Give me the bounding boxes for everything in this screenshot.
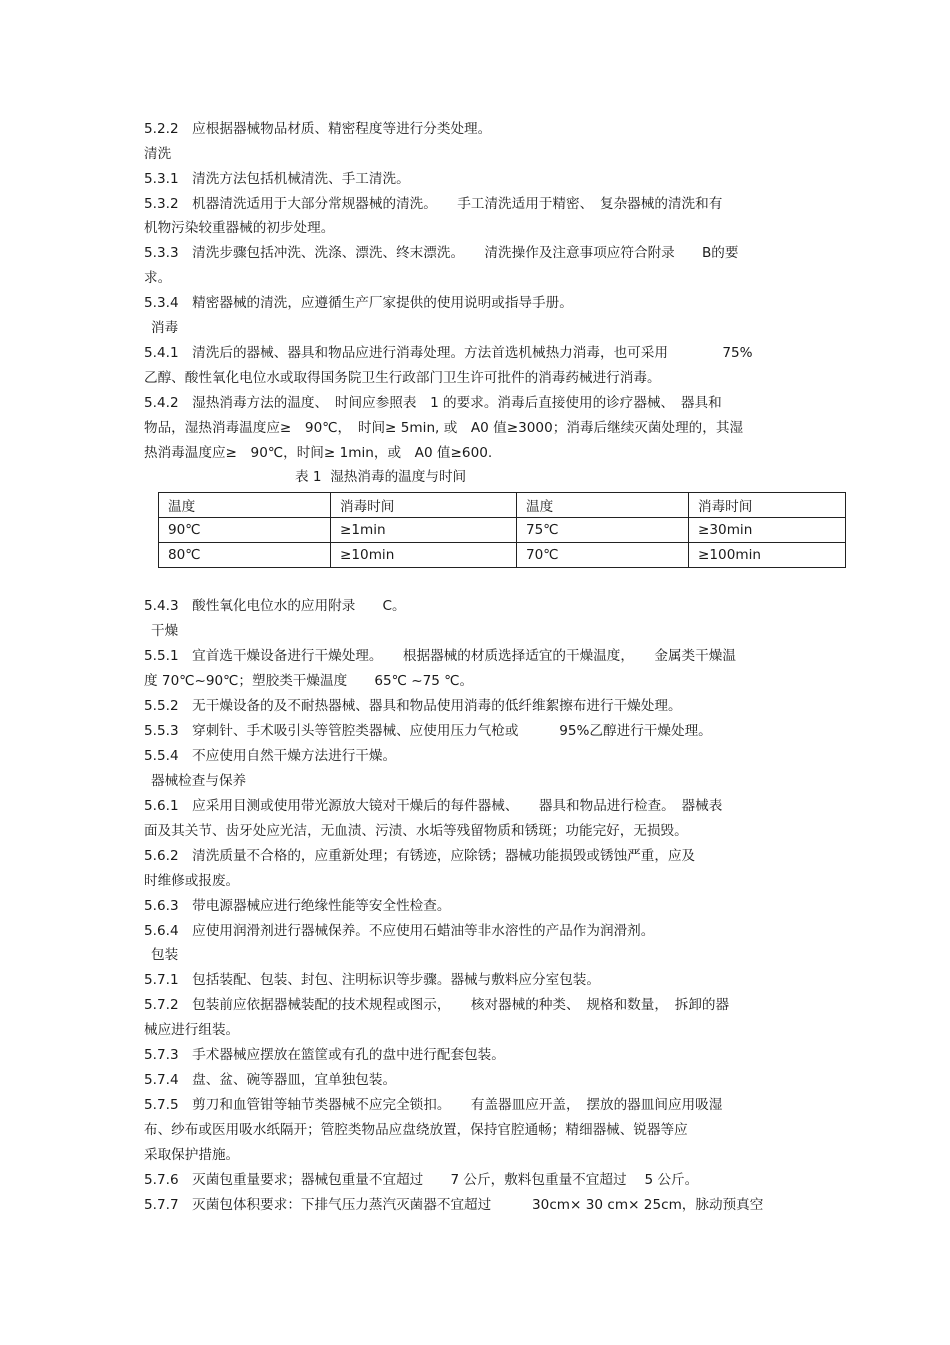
text-line: 5.5.1 宜首选干燥设备进行干燥处理。 根据器械的材质选择适宜的干燥温度， 金属类干燥温	[144, 648, 736, 664]
table-cell: 75℃	[517, 518, 689, 543]
text-line: 乙醇、酸性氧化电位水或取得国务院卫生行政部门卫生许可批件的消毒药械进行消毒。	[144, 370, 661, 386]
text-line: 5.6.1 应采用目测或使用带光源放大镜对干燥后的每件器械、 器具和物品进行检查。 器械表	[144, 798, 723, 814]
table-caption: 表 1 湿热消毒的温度与时间	[295, 469, 467, 485]
text-line: 5.3.1 清洗方法包括机械清洗、手工清洗。	[144, 171, 410, 187]
text-line: 5.7.7 灭菌包体积要求：下排气压力蒸汽灭菌器不宜超过 30cm× 30 cm× 25cm，脉动预真空	[144, 1197, 764, 1213]
table-cell: ≥30min	[689, 518, 846, 543]
table-cell: 80℃	[159, 543, 331, 568]
section-heading: 器械检查与保养	[151, 773, 247, 789]
text-line: 物品，湿热消毒温度应≥ 90℃， 时间≥ 5min, 或 A0 值≥3000；消毒后继续灭菌处理的，其湿	[144, 420, 744, 436]
text-line: 5.3.3 清洗步骤包括冲洗、洗涤、漂洗、终末漂洗。 清洗操作及注意事项应符合附录 B的要	[144, 245, 739, 261]
section-heading: 包装	[151, 947, 179, 963]
text-line: 5.2.2 应根据器械物品材质、精密程度等进行分类处理。	[144, 121, 492, 137]
text-line: 5.5.3 穿刺针、手术吸引头等管腔类器械、应使用压力气枪或 95%乙醇进行干燥处理。	[144, 723, 712, 739]
text-line: 机物污染较重器械的初步处理。	[144, 220, 335, 236]
table-cell: ≥100min	[689, 543, 846, 568]
table-cell: 温度	[159, 493, 331, 518]
text-line: 求。	[144, 270, 172, 286]
text-line: 5.6.3 带电源器械应进行绝缘性能等安全性检查。	[144, 898, 451, 914]
text-line: 度 70℃~90℃；塑胶类干燥温度 65℃ ~75 ℃。	[144, 673, 474, 689]
table-cell: 90℃	[159, 518, 331, 543]
section-heading: 消毒	[151, 320, 179, 336]
text-line: 5.6.4 应使用润滑剂进行器械保养。不应使用石蜡油等非水溶性的产品作为润滑剂。	[144, 923, 655, 939]
text-line: 时维修或报废。	[144, 873, 240, 889]
text-line: 5.7.4 盘、盆、碗等器皿，宜单独包装。	[144, 1072, 397, 1088]
section-heading: 清洗	[144, 146, 172, 162]
table-header-row	[159, 493, 846, 518]
text-line: 械应进行组装。	[144, 1022, 240, 1038]
table-cell: 70℃	[517, 543, 689, 568]
text-line: 5.3.4 精密器械的清洗，应遵循生产厂家提供的使用说明或指导手册。	[144, 295, 573, 311]
text-line: 5.7.3 手术器械应摆放在篮筐或有孔的盘中进行配套包装。	[144, 1047, 505, 1063]
text-line: 采取保护措施。	[144, 1147, 240, 1163]
text-line: 5.7.2 包装前应依据器械装配的技术规程或图示， 核对器械的种类、 规格和数量， 拆卸的器	[144, 997, 730, 1013]
text-line: 5.4.1 清洗后的器械、器具和物品应进行消毒处理。方法首选机械热力消毒，也可采用 75%	[144, 345, 753, 361]
text-line: 5.4.3 酸性氧化电位水的应用附录 C。	[144, 598, 406, 614]
text-line: 5.3.2 机器清洗适用于大部分常规器械的清洗。 手工清洗适用于精密、 复杂器械的清洗和有	[144, 196, 723, 212]
text-line: 5.7.6 灭菌包重量要求；器械包重量不宜超过 7 公斤，敷料包重量不宜超过 5 公斤。	[144, 1172, 699, 1188]
table-row	[159, 518, 846, 543]
text-line: 面及其关节、齿牙处应光洁，无血渍、污渍、水垢等残留物质和锈斑；功能完好，无损毁。	[144, 823, 688, 839]
table-cell: 消毒时间	[331, 493, 517, 518]
text-line: 5.5.2 无干燥设备的及不耐热器械、器具和物品使用消毒的低纤维絮擦布进行干燥处理。	[144, 698, 682, 714]
text-line: 5.4.2 湿热消毒方法的温度、 时间应参照表 1 的要求。消毒后直接使用的诊疗器械、 器具和	[144, 395, 722, 411]
text-line: 5.6.2 清洗质量不合格的，应重新处理；有锈迹，应除锈；器械功能损毁或锈蚀严重，应及	[144, 848, 696, 864]
text-line: 5.5.4 不应使用自然干燥方法进行干燥。	[144, 748, 397, 764]
text-line: 5.7.1 包括装配、包装、封包、注明标识等步骤。器械与敷料应分室包装。	[144, 972, 600, 988]
section-heading: 干燥	[151, 623, 179, 639]
table-cell: 温度	[517, 493, 689, 518]
text-line: 5.7.5 剪刀和血管钳等轴节类器械不应完全锁扣。 有盖器皿应开盖， 摆放的器皿间应用吸湿	[144, 1097, 723, 1113]
disinfection-table	[158, 492, 846, 568]
table-cell: 消毒时间	[689, 493, 846, 518]
text-line: 布、纱布或医用吸水纸隔开；管腔类物品应盘绕放置，保持官腔通畅；精细器械、锐器等应	[144, 1122, 688, 1138]
table-cell: ≥10min	[331, 543, 517, 568]
table-cell: ≥1min	[331, 518, 517, 543]
table-row	[159, 543, 846, 568]
text-line: 热消毒温度应≥ 90℃，时间≥ 1min，或 A0 值≥600.	[144, 445, 493, 461]
